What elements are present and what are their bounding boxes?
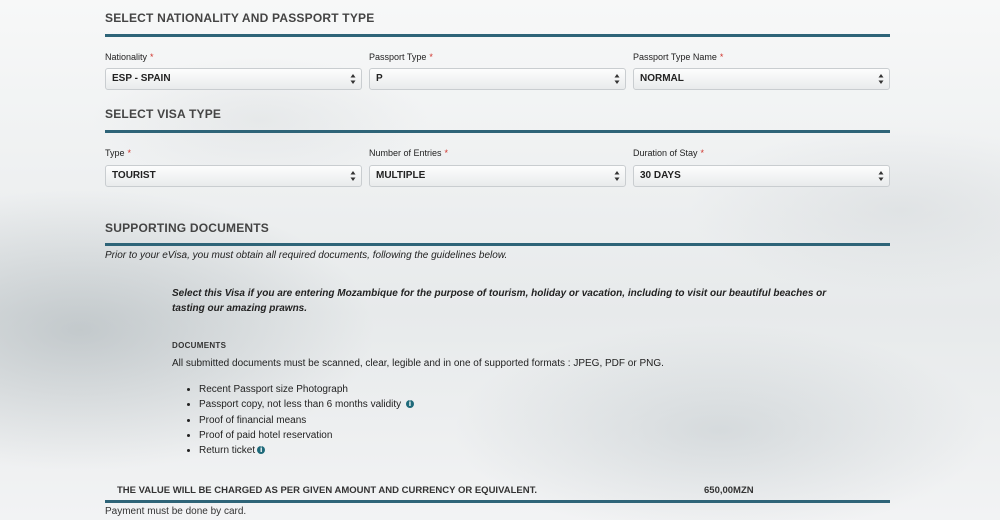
charge-amount: 650,00MZN [704, 485, 754, 496]
passport-type-name-select[interactable] [633, 68, 890, 90]
required-marker: * [444, 148, 449, 158]
visa-description: Select this Visa if you are entering Mozambique for the purpose of tourism, holiday or vacation, including to visit our beautiful beaches or tasting our amazing prawns. [172, 288, 827, 314]
duration-of-stay-label: Duration of Stay * [633, 148, 705, 158]
list-item: • Proof of paid hotel reservation [199, 428, 414, 443]
list-item: • Proof of financial means [199, 413, 414, 428]
nationality-label: Nationality * [105, 52, 154, 62]
list-item: • Return ticket i [199, 443, 414, 458]
section-title-nationality: SELECT NATIONALITY AND PASSPORT TYPE [105, 11, 375, 25]
select-arrows-icon [878, 73, 884, 85]
required-marker: * [429, 52, 433, 62]
charge-divider [105, 500, 890, 503]
select-arrows-icon [614, 170, 620, 182]
required-marker: * [127, 148, 132, 158]
visa-type-value: TOURIST [112, 170, 156, 181]
duration-of-stay-value: 30 DAYS [640, 170, 681, 181]
documents-formats-text: All submitted documents must be scanned, clear, legible and in one of supported formats : JPEG, PDF or PNG. [172, 358, 664, 369]
select-arrows-icon [614, 73, 620, 85]
number-of-entries-label: Number of Entries * [369, 148, 449, 158]
section-title-supporting-documents: SUPPORTING DOCUMENTS [105, 221, 270, 235]
required-marker: * [150, 52, 154, 62]
nationality-value: ESP - SPAIN [112, 73, 171, 84]
section-divider [105, 243, 890, 246]
visa-type-label: Type * [105, 148, 132, 158]
passport-type-name-value: NORMAL [640, 73, 684, 84]
charge-notice: THE VALUE WILL BE CHARGED AS PER GIVEN AMOUNT AND CURRENCY OR EQUIVALENT. [117, 485, 537, 496]
documents-heading: DOCUMENTS [172, 341, 227, 350]
info-icon[interactable]: i [257, 446, 265, 454]
select-arrows-icon [350, 73, 356, 85]
list-item: • Recent Passport size Photograph [199, 382, 414, 397]
section-divider [105, 130, 890, 133]
payment-note: Payment must be done by card. [105, 506, 247, 517]
select-arrows-icon [878, 170, 884, 182]
nationality-select[interactable] [105, 68, 362, 90]
required-marker: * [700, 148, 705, 158]
passport-type-value: P [376, 73, 383, 84]
passport-type-name-label: Passport Type Name * [633, 52, 724, 62]
documents-intro-note: Prior to your eVisa, you must obtain all required documents, following the guidelines below. [105, 250, 508, 261]
list-item: • Passport copy, not less than 6 months validity i [199, 397, 414, 412]
number-of-entries-value: MULTIPLE [376, 170, 426, 181]
info-icon[interactable]: i [406, 400, 414, 408]
number-of-entries-select[interactable] [369, 165, 626, 187]
required-marker: * [719, 52, 724, 62]
documents-list [172, 382, 414, 458]
select-arrows-icon [350, 170, 356, 182]
passport-type-select[interactable] [369, 68, 626, 90]
passport-type-label: Passport Type * [369, 52, 433, 62]
visa-type-select[interactable] [105, 165, 362, 187]
section-divider [105, 34, 890, 37]
section-title-visa-type: SELECT VISA TYPE [105, 107, 222, 121]
duration-of-stay-select[interactable] [633, 165, 890, 187]
